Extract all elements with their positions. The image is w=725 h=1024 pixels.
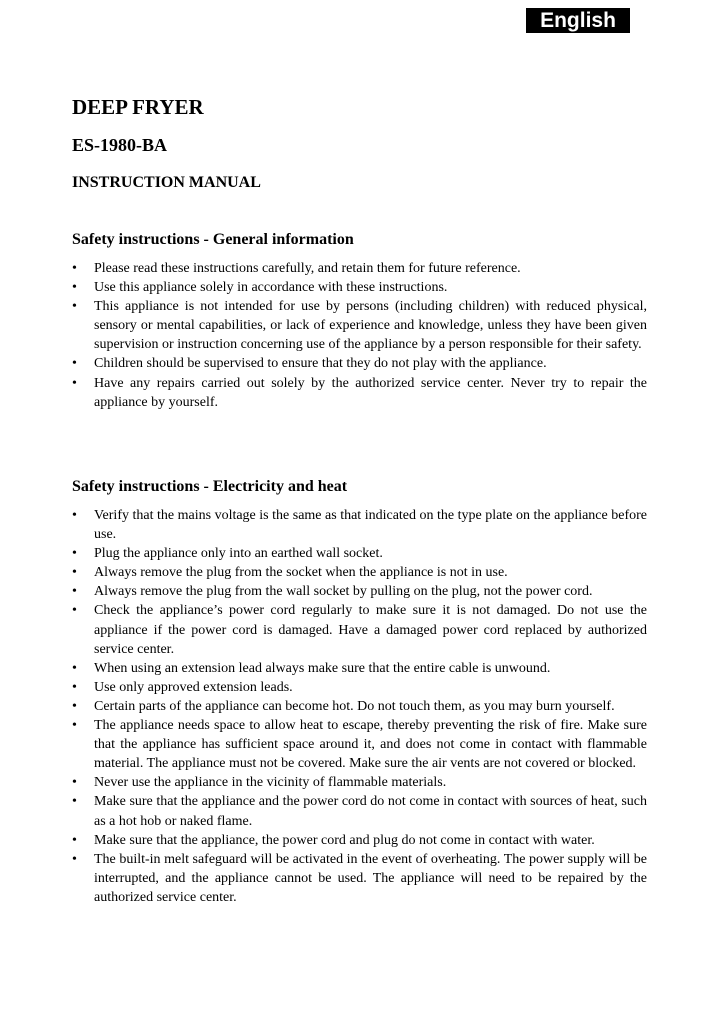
list-item: • Never use the appliance in the vicinity of flammable materials. <box>72 773 647 792</box>
list-item: • Always remove the plug from the socket when the appliance is not in use. <box>72 563 647 582</box>
electricity-safety-list <box>72 506 647 907</box>
product-title: DEEP FRYER <box>72 95 204 119</box>
list-item: • Check the appliance’s power cord regularly to make sure it is not damaged. Do not use the appliance if the power cord is damaged. Have a damaged power cord replaced by authorized service center. <box>72 601 647 658</box>
list-item: • Make sure that the appliance, the power cord and plug do not come in contact with water. <box>72 831 647 850</box>
list-item: • Please read these instructions carefully, and retain them for future reference. <box>72 259 647 278</box>
list-item: • The built-in melt safeguard will be activated in the event of overheating. The power supply will be interrupted, and the appliance cannot be used. The appliance will need to be repaired by the authorized service center. <box>72 850 647 907</box>
list-item: • Use only approved extension leads. <box>72 678 647 697</box>
list-item: • Plug the appliance only into an earthed wall socket. <box>72 544 647 563</box>
model-number: ES-1980-BA <box>72 135 168 155</box>
list-item: • Use this appliance solely in accordance with these instructions. <box>72 278 647 297</box>
list-item: • Certain parts of the appliance can become hot. Do not touch them, as you may burn yourself. <box>72 697 647 716</box>
manual-title: INSTRUCTION MANUAL <box>72 174 261 191</box>
list-item: • This appliance is not intended for use by persons (including children) with reduced physical, sensory or mental capabilities, or lack of experience and knowledge, unless they have been given supervision or instruction concerning use of the appliance by a person responsible for their safety. <box>72 297 647 354</box>
list-item: • Make sure that the appliance and the power cord do not come in contact with sources of heat, such as a hot hob or naked flame. <box>72 792 647 830</box>
list-item: • Children should be supervised to ensure that they do not play with the appliance. <box>72 354 647 373</box>
section-heading-general: Safety instructions - General information <box>72 231 354 248</box>
general-safety-list <box>72 259 647 412</box>
list-item: • Verify that the mains voltage is the same as that indicated on the type plate on the appliance before use. <box>72 506 647 544</box>
language-badge: English <box>526 8 630 33</box>
list-item: • Have any repairs carried out solely by the authorized service center. Never try to repair the appliance by yourself. <box>72 374 647 412</box>
section-heading-electricity: Safety instructions - Electricity and heat <box>72 478 348 495</box>
list-item: • The appliance needs space to allow heat to escape, thereby preventing the risk of fire. Make sure that the appliance has sufficient space around it, and does not come in contact with flammable material. The appliance must not be covered. Make sure the air vents are not covered or blocked. <box>72 716 647 773</box>
list-item: • Always remove the plug from the wall socket by pulling on the plug, not the power cord. <box>72 582 647 601</box>
list-item: • When using an extension lead always make sure that the entire cable is unwound. <box>72 659 647 678</box>
